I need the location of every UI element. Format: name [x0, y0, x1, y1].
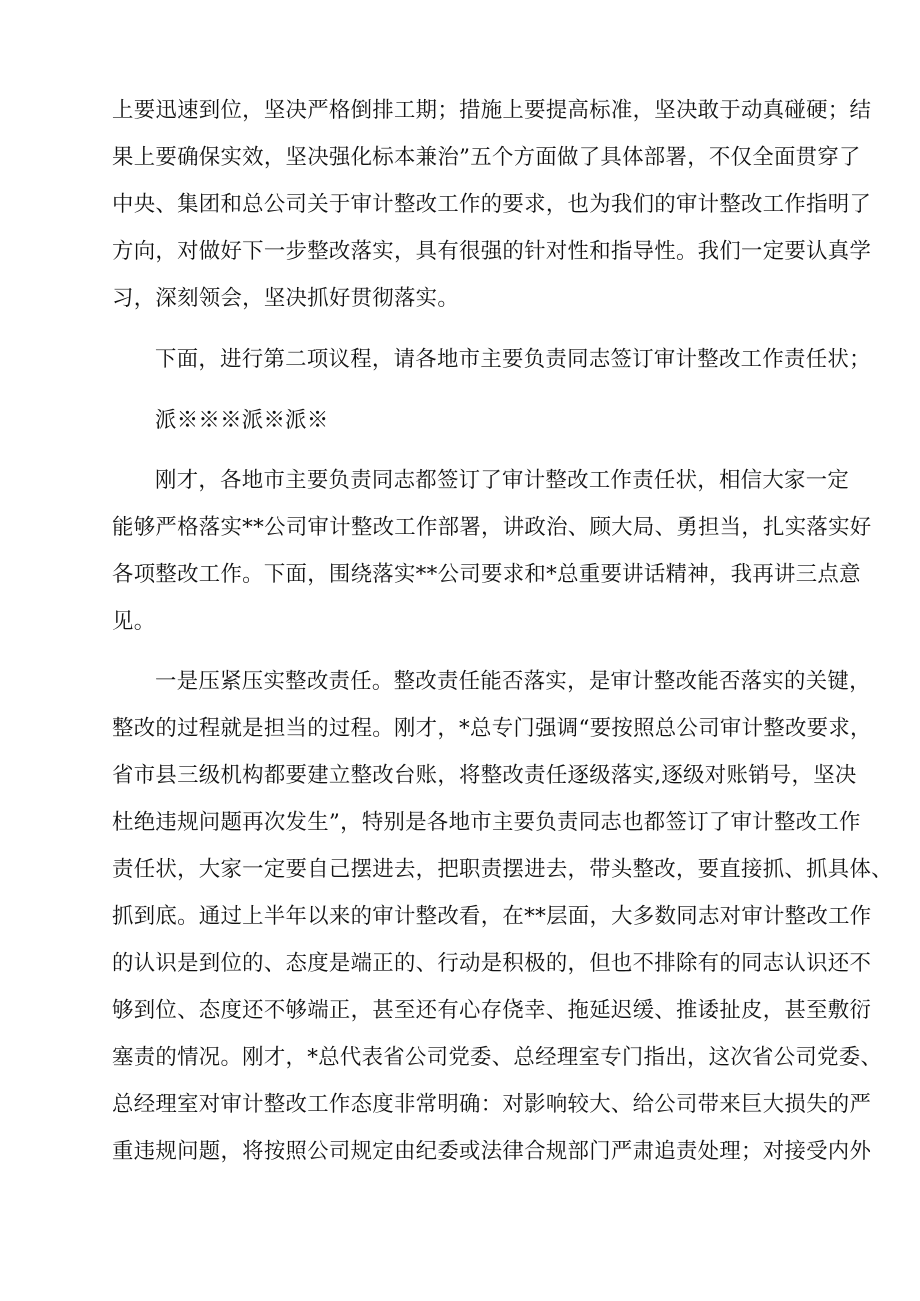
- text-line: 一是压紧压实整改责任。整改责任能否落实，是审计整改能否落实的关键，: [155, 669, 871, 694]
- text-line: 够到位、态度还不够端正，甚至还有心存侥幸、拖延迟缓、推诿扯皮，甚至敷衍: [112, 998, 872, 1023]
- text-line: 的认识是到位的、态度是端正的、行动是积极的，但也不排除有的同志认识还不: [112, 951, 872, 976]
- text-line: 重违规问题，将按照公司规定由纪委或法律合规部门严肃追责处理；对接受内外: [112, 1139, 872, 1164]
- text-line: 习，深刻领会，坚决抓好贯彻落实。: [112, 286, 460, 311]
- text-line: 责任状，大家一定要自己摆进去，把职责摆进去，带头整改，要直接抓、抓具体、: [112, 857, 893, 882]
- text-line: 塞责的情况。刚才，*总代表省公司党委、总经理室专门指出，这次省公司党委、: [112, 1045, 883, 1070]
- text-line: 能够严格落实**公司审计整改工作部署，讲政治、顾大局、勇担当，扎实落实好: [112, 515, 872, 540]
- text-line: 总经理室对审计整改工作态度非常明确：对影响较大、给公司带来巨大损失的严: [112, 1092, 872, 1117]
- text-line: 上要迅速到位，坚决严格倒排工期；措施上要提高标准，坚决敢于动真碰硬；结: [112, 98, 872, 123]
- text-line: 杜绝违规问题再次发生”，特别是各地市主要负责同志也都签订了审计整改工作: [112, 810, 861, 835]
- text-line: 抓到底。通过上半年以来的审计整改看，在**层面，大多数同志对审计整改工作: [112, 904, 872, 929]
- text-line: 果上要确保实效，坚决强化标本兼治”五个方面做了具体部署，不仅全面贯穿了: [112, 145, 861, 170]
- text-line: 派※※※派※派※: [155, 408, 329, 433]
- text-line: 下面，进行第二项议程，请各地市主要负责同志签订审计整改工作责任状；: [155, 347, 871, 372]
- text-line: 中央、集团和总公司关于审计整改工作的要求，也为我们的审计整改工作指明了: [112, 192, 872, 217]
- text-line: 方向，对做好下一步整改落实，具有很强的针对性和指导性。我们一定要认真学: [112, 239, 872, 264]
- text-line: 刚才，各地市主要负责同志都签订了审计整改工作责任状，相信大家一定: [155, 468, 850, 493]
- text-line: 见。: [112, 609, 156, 634]
- text-line: 各项整改工作。下面，围绕落实**公司要求和*总重要讲话精神，我再讲三点意: [112, 562, 861, 587]
- text-line: 省市县三级机构都要建立整改台账，将整改责任逐级落实,逐级对账销号，坚决: [112, 763, 857, 788]
- text-line: 整改的过程就是担当的过程。刚才，*总专门强调“要按照总公司审计整改要求，: [112, 716, 872, 741]
